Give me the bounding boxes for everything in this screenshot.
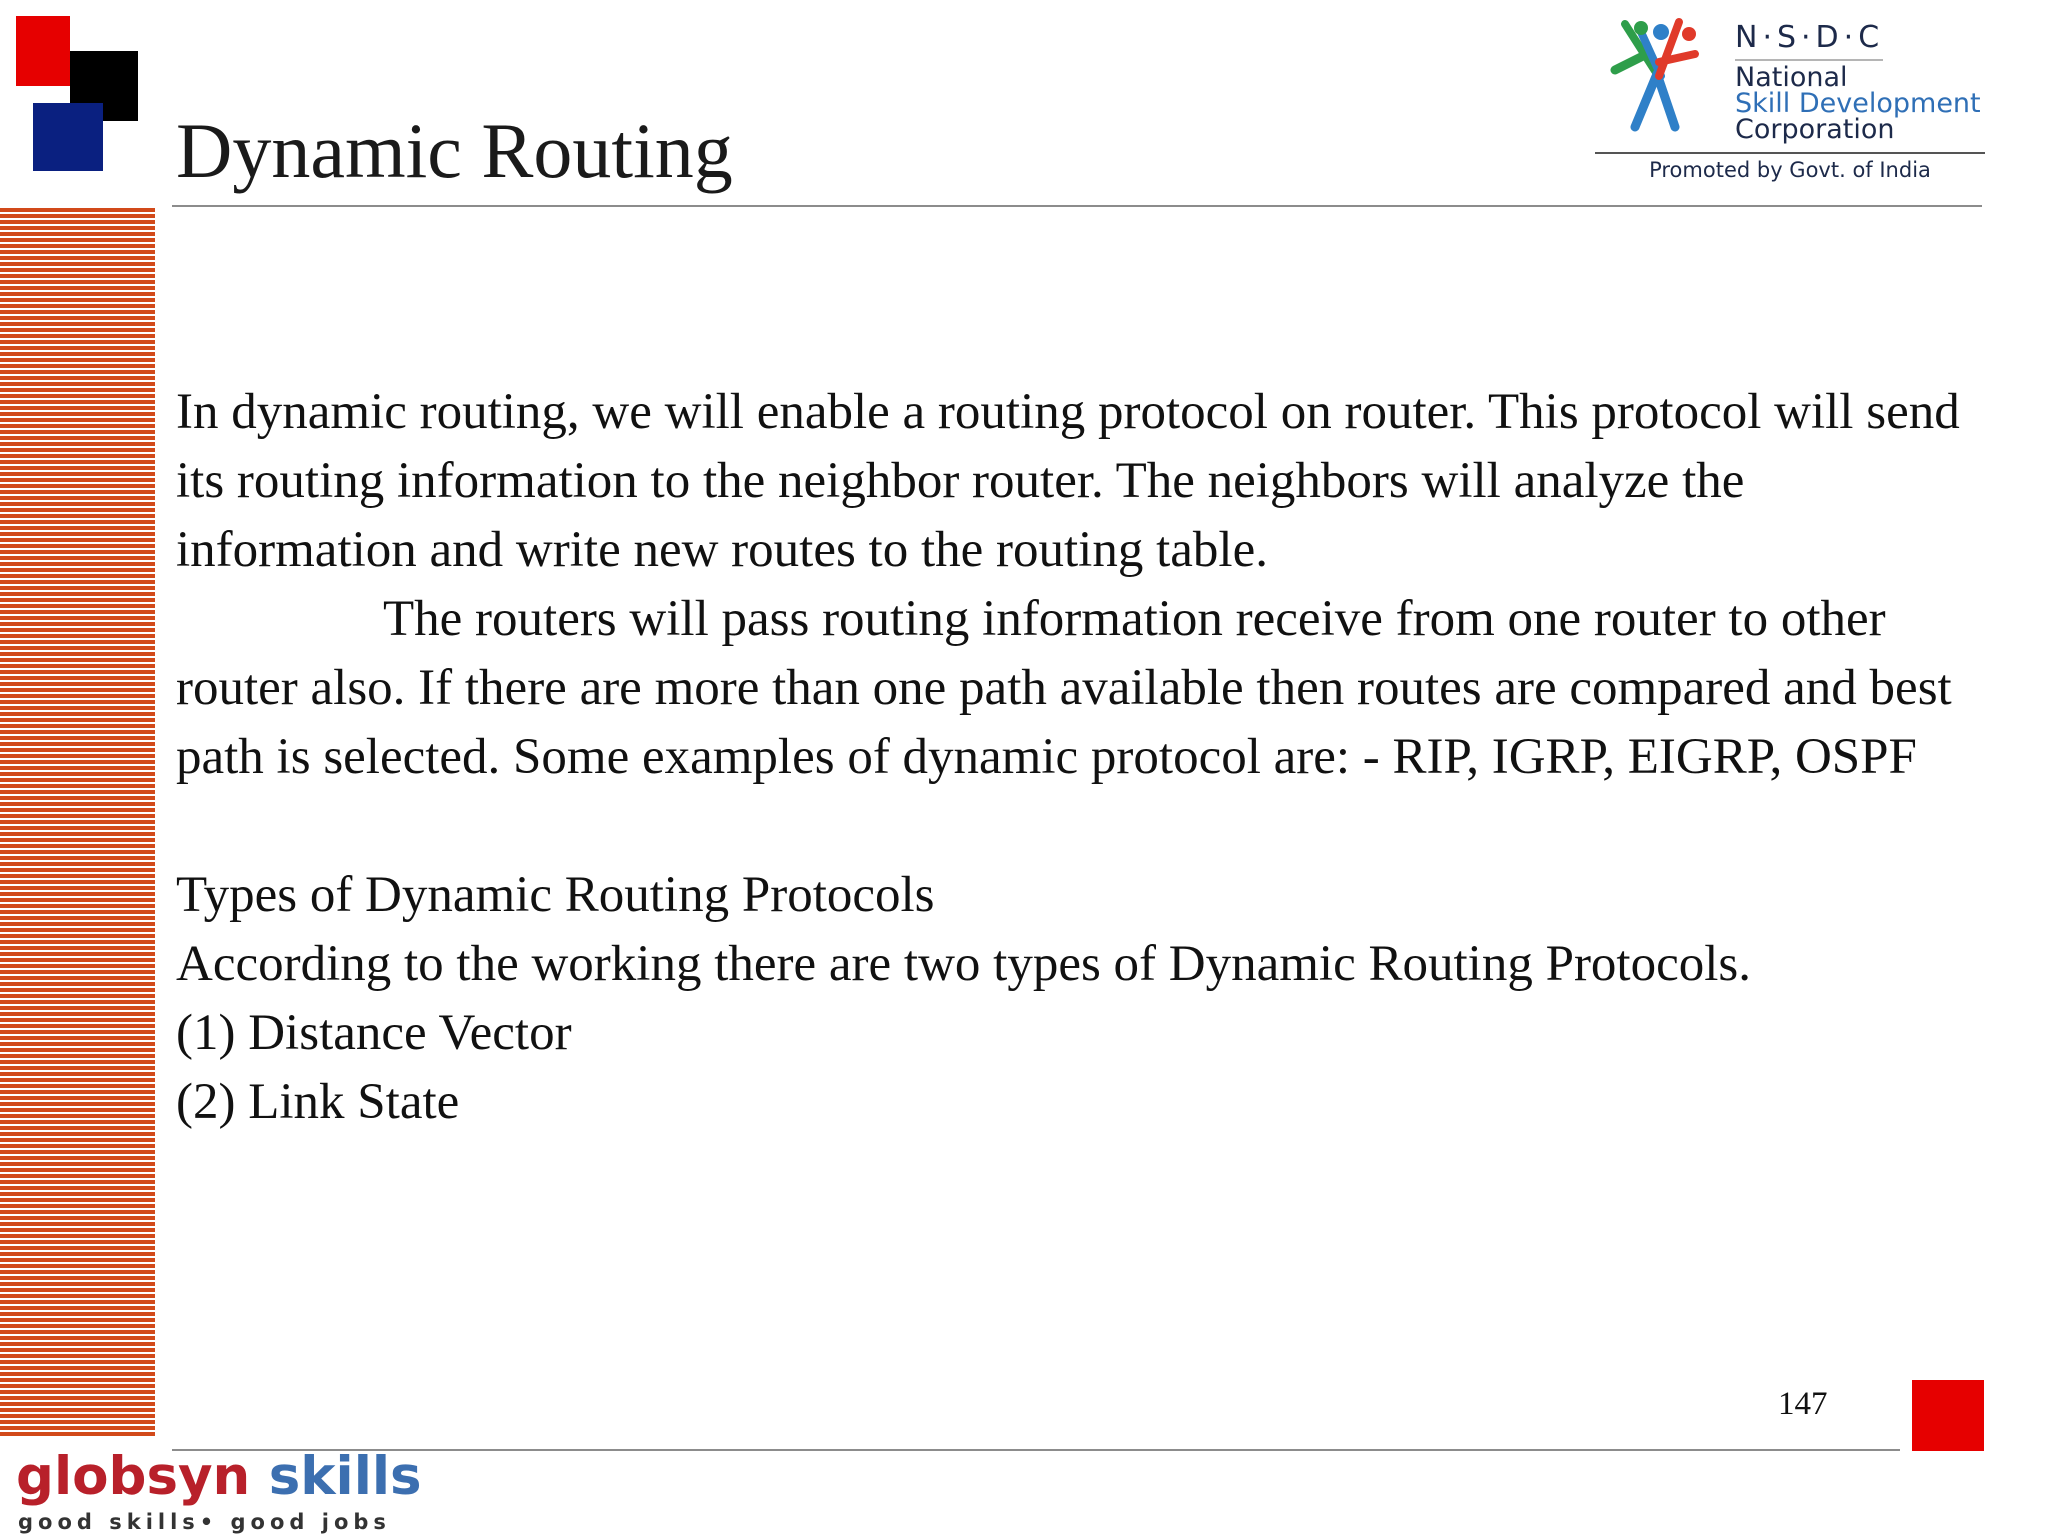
decor-square-blue (33, 103, 103, 171)
paragraph-intro: In dynamic routing, we will enable a routing protocol on router. This protocol will send its routing information to the neighbor router. The neighbors will analyze the information and write new routes to the routing table. (176, 384, 1960, 578)
logo-divider (1595, 152, 1985, 154)
brand-word-globsyn: globsyn (16, 1446, 251, 1507)
brand-tagline: good skills• good jobs (18, 1510, 391, 1534)
logo-line-corporation: Corporation (1735, 114, 1895, 145)
slide-body (176, 378, 1986, 1137)
type-item-distance-vector: (1) Distance Vector (176, 1005, 572, 1061)
types-heading: Types of Dynamic Routing Protocols (176, 867, 935, 923)
decor-square-red (16, 16, 70, 86)
logo-tagline: Promoted by Govt. of India (1649, 158, 1931, 182)
brand-word-skills: skills (268, 1446, 422, 1507)
type-item-link-state: (2) Link State (176, 1074, 460, 1130)
types-intro: According to the working there are two types of Dynamic Routing Protocols. (176, 936, 1751, 992)
paragraph-routers: The routers will pass routing information receive from one router to other router also. If there are more than one path available then routes are compared and best path is selected. Some examples of dynamic protocol are: - RIP, IGRP, EIGRP, OSPF (176, 591, 1952, 785)
title-divider (172, 205, 1982, 207)
decor-striped-bar (0, 208, 155, 1438)
footer-divider (172, 1449, 1900, 1451)
logo-line-national: National (1735, 62, 1848, 93)
page-number: 147 (1778, 1386, 1828, 1422)
decor-square-footer-red (1912, 1380, 1984, 1451)
spacer (176, 792, 1986, 861)
logo-acronym-divider (1735, 59, 1883, 61)
logo-line-skill-development: Skill Development (1735, 88, 1981, 119)
nsdc-logo (1595, 12, 1985, 192)
logo-acronym: N·S·D·C (1735, 20, 1885, 55)
globsyn-skills-logo (16, 1446, 422, 1507)
slide-title: Dynamic Routing (176, 107, 733, 194)
nsdc-figures-icon (1595, 12, 1725, 137)
